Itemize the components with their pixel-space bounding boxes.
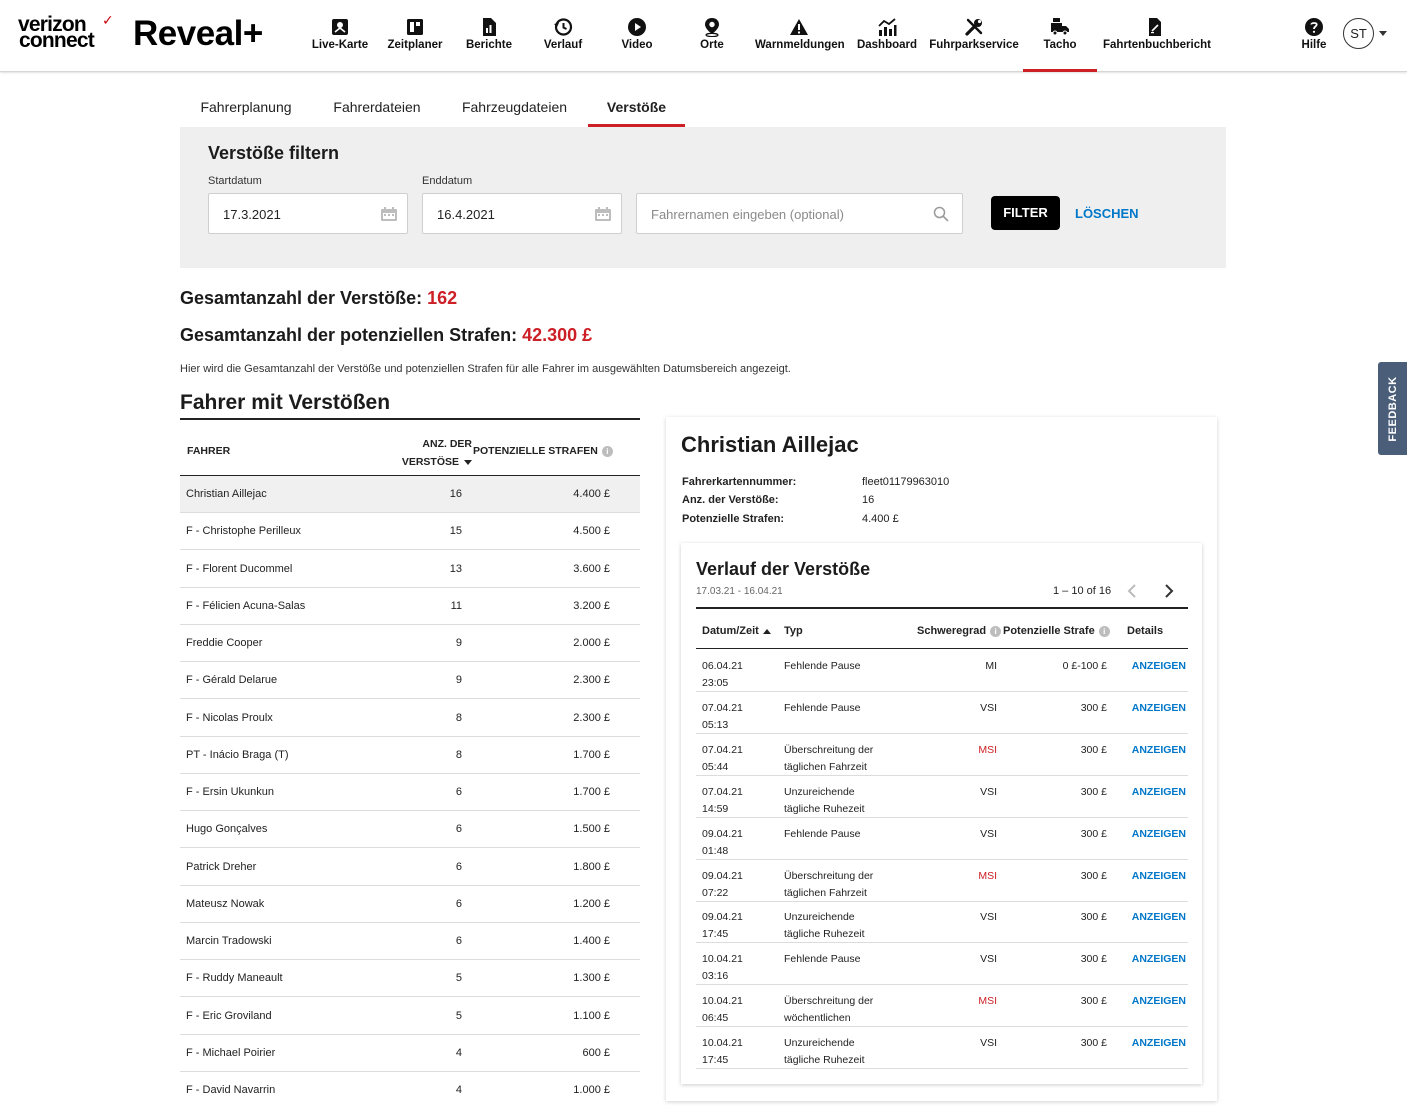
driver-row[interactable]	[180, 662, 640, 699]
violation-type-line1: Überschreitung der	[784, 995, 874, 1008]
violation-count: 4	[455, 1046, 462, 1059]
potential-fine: 3.600 £	[573, 562, 610, 575]
calendar-icon[interactable]	[595, 207, 611, 221]
driver-name: Patrick Dreher	[186, 860, 257, 873]
violation-fine: 300 £	[1080, 1037, 1107, 1050]
violation-count: 11	[450, 599, 462, 612]
violation-type	[784, 1035, 894, 1069]
violation-type	[784, 909, 894, 943]
violation-type	[784, 868, 894, 902]
card-number-value: fleet01179963010	[862, 476, 950, 488]
violation-severity: VSI	[980, 785, 997, 798]
driver-row[interactable]	[180, 1035, 640, 1072]
driver-name: F - Eric Groviland	[186, 1009, 272, 1022]
violation-count: 13	[449, 562, 462, 575]
driver-row[interactable]	[180, 998, 640, 1035]
violation-count: 6	[455, 860, 462, 873]
violation-fine: 300 £	[1080, 701, 1107, 714]
driver-name: F - Gérald Delarue	[186, 674, 278, 687]
driver-row[interactable]	[180, 811, 640, 848]
view-details-link[interactable]: ANZEIGEN	[1131, 660, 1186, 672]
nav-item-label: Hilfe	[1301, 39, 1327, 51]
violation-time: 07:22	[702, 886, 729, 899]
driver-name: F - Christophe Perilleux	[186, 525, 301, 538]
tacho-icon	[1050, 17, 1070, 37]
violation-severity: MSI	[978, 743, 997, 756]
violation-date: 06.04.21	[702, 660, 743, 672]
violation-fine: 0 £-100 £	[1062, 660, 1107, 672]
violation-type-line2: tägliche Ruhezeit	[784, 928, 865, 941]
violation-severity: MSI	[978, 869, 997, 882]
driver-row[interactable]	[180, 551, 640, 588]
violation-type-line1: Unzureichende	[784, 785, 855, 798]
driver-detail-card	[666, 417, 1217, 1101]
end-date-value: 16.4.2021	[437, 207, 495, 222]
driver-row[interactable]	[180, 476, 640, 513]
view-details-link[interactable]: ANZEIGEN	[1131, 995, 1186, 1008]
violation-type-line2: tägliche Ruhezeit	[784, 1054, 865, 1067]
potential-fines-value: 4.400 £	[862, 513, 899, 525]
user-menu-caret-icon[interactable]	[1379, 31, 1387, 36]
nav-item-video[interactable]	[607, 0, 667, 72]
violation-datetime	[702, 909, 772, 943]
violation-type	[784, 993, 894, 1027]
potential-fine: 3.200 £	[573, 599, 610, 612]
history-icon	[553, 17, 573, 37]
total-fines	[180, 325, 592, 346]
view-details-link[interactable]: ANZEIGEN	[1131, 701, 1186, 714]
violation-datetime	[702, 951, 772, 985]
violation-count: 16	[449, 488, 462, 500]
violation-count: 6	[455, 897, 462, 910]
filter-title: Verstöße filtern	[208, 143, 340, 163]
total-violations-value: 162	[427, 288, 458, 308]
potential-fine: 2.300 £	[573, 711, 610, 724]
nav-item-help[interactable]	[1294, 0, 1334, 72]
logo-line1: verizon	[18, 13, 86, 36]
violation-date: 07.04.21	[702, 785, 743, 798]
potential-fine: 1.500 £	[573, 823, 610, 836]
history-row	[696, 860, 1188, 902]
nav-item-label: Tacho	[1043, 39, 1077, 51]
sort-desc-icon	[464, 460, 472, 465]
driver-row[interactable]	[180, 923, 640, 960]
violation-datetime	[702, 700, 772, 734]
violation-type	[784, 658, 894, 675]
tab-vehicle-files[interactable]: Fahrzeugdateien	[461, 99, 568, 115]
potential-fine: 1.800 £	[573, 860, 610, 873]
verizon-connect-logo[interactable]	[18, 12, 114, 52]
drivers-table-header	[180, 420, 640, 476]
nav-item-places[interactable]	[682, 0, 742, 72]
violation-count: 15	[449, 525, 462, 538]
violation-count-value: 16	[862, 494, 875, 506]
feedback-label: FEEDBACK	[1386, 375, 1399, 442]
nav-item-dashboard[interactable]	[855, 0, 919, 72]
col-count-header-line2: VERSTÖSE	[401, 456, 459, 468]
col-count-header-line1: ANZ. DER	[422, 438, 472, 450]
potential-fine: 4.400 £	[573, 488, 610, 500]
violation-count: 6	[455, 823, 462, 836]
view-details-link[interactable]: ANZEIGEN	[1131, 1037, 1186, 1050]
violation-type-line1: Fehlende Pause	[784, 660, 861, 672]
violation-time: 05:44	[702, 760, 729, 773]
violation-type-line2: täglichen Fahrzeit	[784, 760, 867, 773]
nav-item-label: Warnmeldungen	[755, 39, 845, 51]
fleet-service-icon	[964, 17, 984, 37]
start-date-value: 17.3.2021	[223, 207, 281, 222]
violation-fine: 300 £	[1080, 743, 1107, 756]
dashboard-icon	[877, 17, 897, 37]
history-row	[696, 734, 1188, 776]
violation-severity: VSI	[980, 701, 997, 714]
col-fine-header-label: Potenzielle Strafe	[1003, 625, 1095, 637]
col-severity-header-label: Schweregrad	[917, 625, 987, 637]
potential-fine: 1.700 £	[573, 786, 610, 798]
violation-type-line2: wöchentlichen	[784, 1012, 851, 1025]
history-table-header	[696, 609, 1188, 649]
col-severity-header[interactable]	[917, 625, 1001, 637]
potential-fine: 1.300 £	[573, 972, 610, 985]
violation-datetime	[702, 1035, 772, 1069]
violation-time: 03:16	[702, 970, 729, 983]
total-fines-label: Gesamtanzahl der potenziellen Strafen:	[180, 325, 518, 345]
driver-row[interactable]	[180, 700, 640, 737]
col-type-header[interactable]: Typ	[784, 625, 803, 637]
driver-search-input[interactable]	[636, 193, 963, 234]
info-icon[interactable]: i	[1099, 626, 1110, 637]
chevron-left-icon[interactable]	[1125, 583, 1139, 599]
help-icon	[1304, 17, 1324, 37]
history-row	[696, 692, 1188, 734]
nav-item-label: Zeitplaner	[387, 39, 443, 51]
violation-time: 17:45	[702, 928, 729, 941]
view-details-link[interactable]: ANZEIGEN	[1131, 869, 1186, 882]
violation-date: 10.04.21	[702, 953, 743, 966]
total-violations	[180, 288, 457, 309]
violation-count: 6	[455, 935, 462, 947]
violation-fine: 300 £	[1080, 785, 1107, 798]
live-map-icon	[330, 17, 350, 37]
view-details-link[interactable]: ANZEIGEN	[1131, 785, 1186, 798]
view-details-link[interactable]: ANZEIGEN	[1131, 911, 1186, 924]
video-icon	[627, 17, 647, 37]
violation-count: 8	[455, 711, 462, 724]
history-row	[696, 818, 1188, 860]
end-date-field[interactable]	[422, 193, 622, 234]
nav-item-label: Live-Karte	[311, 39, 369, 51]
violation-type	[784, 951, 894, 968]
nav-item-label: Video	[621, 39, 653, 51]
driver-row[interactable]	[180, 513, 640, 550]
potential-fine: 1.700 £	[573, 748, 610, 761]
driver-name: F - David Navarrin	[186, 1084, 276, 1096]
driver-name: F - Florent Ducommel	[186, 562, 293, 575]
history-title: Verlauf der Verstöße	[696, 559, 871, 579]
nav-item-alerts[interactable]	[755, 0, 843, 72]
violation-type	[784, 700, 894, 717]
feedback-tab[interactable]	[1378, 362, 1407, 455]
driver-name: PT - Inácio Braga (T)	[186, 748, 289, 761]
violation-severity: MI	[985, 660, 997, 672]
total-fines-value: 42.300 £	[522, 325, 593, 345]
violation-time: 14:59	[702, 802, 729, 815]
violation-datetime	[702, 993, 772, 1027]
violation-fine: 300 £	[1080, 827, 1107, 840]
potential-fine: 1.200 £	[573, 897, 610, 910]
driver-row[interactable]	[180, 774, 640, 811]
potential-fine: 600 £	[582, 1046, 610, 1059]
violation-type-line2: tägliche Ruhezeit	[784, 802, 865, 815]
card-number-label: Fahrerkartennummer:	[682, 476, 797, 488]
nav-item-label: Dashboard	[856, 39, 918, 51]
violation-date: 09.04.21	[702, 911, 743, 924]
driver-search-placeholder: Fahrernamen eingeben (optional)	[651, 207, 844, 222]
violation-date: 10.04.21	[702, 1037, 743, 1050]
info-icon[interactable]: i	[602, 446, 613, 457]
violation-fine: 300 £	[1080, 911, 1107, 924]
violation-type	[784, 784, 894, 818]
start-date-label: Startdatum	[208, 175, 262, 187]
driver-name: F - Ruddy Maneault	[186, 972, 283, 985]
violation-type	[784, 826, 894, 843]
violation-type-line1: Überschreitung der	[784, 743, 874, 756]
violation-type-line1: Fehlende Pause	[784, 953, 861, 966]
logbook-icon	[1145, 17, 1165, 37]
col-fines-header[interactable]	[473, 445, 613, 457]
tab-violations[interactable]: Verstöße	[588, 88, 685, 127]
violation-datetime	[702, 658, 772, 692]
violation-type-line1: Unzureichende	[784, 911, 855, 924]
violation-time: 23:05	[702, 677, 729, 689]
nav-item-live-map[interactable]	[310, 0, 370, 72]
violation-severity: VSI	[980, 911, 997, 924]
col-fines-header-label: POTENZIELLE STRAFEN	[473, 445, 598, 457]
violation-time: 01:48	[702, 844, 729, 857]
driver-name: F - Ersin Ukunkun	[186, 786, 275, 798]
search-icon	[933, 206, 949, 222]
filter-button[interactable]: FILTER	[991, 196, 1060, 230]
logo-check-mark: ✓	[102, 12, 114, 28]
driver-row[interactable]	[180, 849, 640, 886]
info-icon[interactable]: i	[990, 626, 1001, 637]
violation-type-line2: täglichen Fahrzeit	[784, 886, 867, 899]
violation-datetime	[702, 784, 772, 818]
violation-count: 8	[455, 748, 462, 761]
alert-icon	[789, 17, 809, 37]
col-count-header[interactable]	[390, 435, 472, 471]
nav-item-reports[interactable]	[459, 0, 519, 72]
driver-row[interactable]	[180, 886, 640, 923]
calendar-icon[interactable]	[381, 207, 397, 221]
violation-severity: VSI	[980, 827, 997, 840]
view-details-link[interactable]: ANZEIGEN	[1131, 743, 1186, 756]
violation-date: 07.04.21	[702, 743, 743, 756]
violation-count: 9	[455, 674, 462, 687]
filter-panel	[180, 127, 1226, 268]
potential-fine: 1.100 £	[573, 1009, 610, 1022]
violation-type-line1: Unzureichende	[784, 1037, 855, 1050]
nav-item-label: Orte	[700, 39, 724, 51]
history-row	[696, 901, 1188, 943]
driver-row[interactable]	[180, 960, 640, 997]
violation-count: 9	[455, 637, 462, 649]
total-violations-label: Gesamtanzahl der Verstöße:	[180, 288, 423, 308]
violation-time: 17:45	[702, 1054, 729, 1067]
start-date-field[interactable]	[208, 193, 408, 234]
violation-count: 6	[455, 786, 462, 798]
top-navigation-bar	[0, 0, 1407, 72]
sort-asc-icon	[763, 629, 771, 634]
violation-fine: 300 £	[1080, 953, 1107, 966]
history-row	[696, 985, 1188, 1027]
violation-datetime	[702, 868, 772, 902]
history-row	[696, 776, 1188, 818]
tab-driver-files[interactable]: Fahrerdateien	[333, 99, 421, 115]
violation-severity: VSI	[980, 1037, 997, 1050]
col-details-header: Details	[1127, 625, 1164, 637]
violation-type-line1: Fehlende Pause	[784, 701, 861, 714]
chevron-right-icon[interactable]	[1162, 583, 1176, 599]
driver-name: Mateusz Nowak	[186, 897, 265, 910]
drivers-section-title: Fahrer mit Verstößen	[180, 391, 391, 414]
nav-item-tacho[interactable]	[1023, 0, 1097, 72]
totals-info-text: Hier wird die Gesamtanzahl der Verstöße und potenziellen Strafen für alle Fahrer im ausgewählten Datumsbereich angezeigt.	[180, 363, 791, 375]
violation-datetime	[702, 742, 772, 776]
places-icon	[702, 17, 722, 37]
violation-time: 05:13	[702, 718, 729, 731]
nav-item-label: Berichte	[465, 39, 513, 51]
nav-item-label: Fahrtenbuchbericht	[1103, 39, 1211, 51]
violation-severity: VSI	[980, 953, 997, 966]
history-row	[696, 943, 1188, 985]
nav-item-scheduler[interactable]	[385, 0, 445, 72]
violation-count: 5	[455, 1009, 462, 1022]
violation-type-line1: Fehlende Pause	[784, 827, 861, 840]
driver-row[interactable]	[180, 1072, 640, 1105]
reports-icon	[479, 17, 499, 37]
potential-fine: 1.000 £	[573, 1084, 610, 1096]
violation-time: 06:45	[702, 1012, 729, 1025]
potential-fine: 2.000 £	[573, 637, 610, 649]
nav-item-label: Verlauf	[543, 39, 583, 51]
col-date-header-label: Datum/Zeit	[702, 625, 759, 637]
nav-item-logbook-report[interactable]	[1103, 0, 1211, 72]
driver-name: Hugo Gonçalves	[186, 823, 268, 836]
driver-row[interactable]	[180, 737, 640, 774]
nav-item-label: Fuhrparkservice	[929, 39, 1019, 51]
violation-count: 5	[455, 972, 462, 985]
potential-fine: 2.300 £	[573, 674, 610, 687]
violation-datetime	[702, 826, 772, 860]
violation-date: 09.04.21	[702, 869, 743, 882]
clear-button[interactable]: LÖSCHEN	[1075, 206, 1139, 221]
user-avatar[interactable]: ST	[1343, 18, 1374, 49]
nav-item-history[interactable]	[533, 0, 593, 72]
tab-driver-planning[interactable]: Fahrerplanung	[200, 99, 292, 115]
driver-name: F - Nicolas Proulx	[186, 711, 273, 724]
violation-count-label: Anz. der Verstöße:	[682, 494, 779, 506]
history-row	[696, 1027, 1188, 1069]
history-row	[696, 650, 1188, 692]
violation-type-line1: Überschreitung der	[784, 869, 874, 882]
driver-name: F - Félicien Acuna-Salas	[186, 599, 306, 612]
driver-name: Christian Aillejac	[186, 488, 267, 500]
violation-history-card	[681, 543, 1202, 1084]
scheduler-icon	[405, 17, 425, 37]
violation-date: 10.04.21	[702, 995, 743, 1008]
driver-name: Freddie Cooper	[186, 637, 263, 649]
logo-line2: connect	[19, 29, 94, 52]
detail-driver-name: Christian Aillejac	[681, 432, 859, 457]
potential-fine: 4.500 £	[573, 525, 610, 538]
violation-date: 09.04.21	[702, 827, 743, 840]
view-details-link[interactable]: ANZEIGEN	[1131, 953, 1186, 966]
violation-fine: 300 £	[1080, 995, 1107, 1008]
col-date-header[interactable]	[702, 625, 771, 637]
potential-fines-label: Potenzielle Strafen:	[682, 513, 785, 525]
pagination-status: 1 – 10 of 16	[1053, 585, 1112, 597]
driver-name: Marcin Tradowski	[186, 935, 272, 947]
nav-item-fleet-service[interactable]	[929, 0, 1019, 72]
history-date-range: 17.03.21 - 16.04.21	[696, 586, 783, 597]
violation-type	[784, 742, 894, 776]
col-driver-header[interactable]: FAHRER	[187, 445, 231, 457]
driver-row[interactable]	[180, 625, 640, 662]
driver-name: F - Michael Poirier	[186, 1046, 276, 1059]
view-details-link[interactable]: ANZEIGEN	[1131, 827, 1186, 840]
violation-date: 07.04.21	[702, 701, 743, 714]
violation-severity: MSI	[978, 995, 997, 1008]
violation-count: 4	[455, 1084, 462, 1096]
violation-fine: 300 £	[1080, 869, 1107, 882]
end-date-label: Enddatum	[422, 175, 473, 187]
product-name: Reveal+	[133, 14, 263, 53]
col-fine-header[interactable]	[1003, 625, 1110, 637]
driver-row[interactable]	[180, 588, 640, 625]
potential-fine: 1.400 £	[573, 935, 610, 947]
